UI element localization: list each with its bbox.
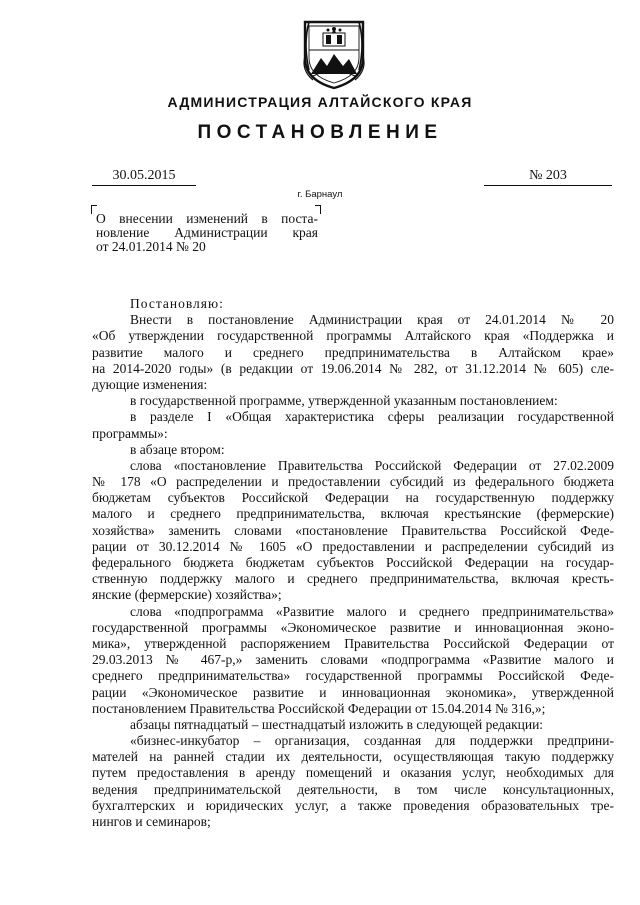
body-line: постановлением Правительства Российской Федерации от 15.04.2014 № 316,»; — [92, 700, 546, 716]
body-line: ственную поддержку малого и среднего предпринимательства, включая кресть- — [92, 571, 614, 587]
body-line: рации от 30.12.2014 № 1605 «О предоставлении и распределении субсидий из — [92, 538, 614, 554]
document-number: № 203 — [484, 168, 612, 186]
document-body — [92, 296, 614, 830]
body-line: мика», утвержденной распоряжением Правительства Российской Федерации от — [92, 635, 614, 651]
subject-line: от 24.01.2014 № 20 — [96, 239, 206, 254]
body-line: бюджетам субъектов Российской Федерации на государственную поддержку — [92, 490, 614, 506]
body-line: нингов и семинаров; — [92, 814, 211, 829]
body-line: хозяйства» заменить словами «постановление Правительства Российской Феде- — [92, 522, 614, 538]
body-line: «бизнес-инкубатор – организация, созданная для поддержки предприни- — [130, 733, 614, 749]
body-line: «Об утверждении государственной программы Алтайского края «Поддержка и — [92, 328, 614, 344]
body-line: в разделе I «Общая характеристика сферы реализации государственной — [130, 409, 614, 425]
document-date: 30.05.2015 — [92, 168, 196, 186]
body-line: дующие изменения: — [92, 376, 208, 392]
altai-krai-coat-of-arms-icon — [299, 14, 369, 90]
body-line: янские (фермерские) хозяйства»; — [92, 587, 282, 603]
document-type-title: ПОСТАНОВЛЕНИЕ — [197, 122, 443, 143]
body-line: развитие малого и среднего предпринимательства в Алтайском крае» — [92, 344, 614, 360]
body-line: государственной программы «Экономическое развитие и инновационная эконо- — [92, 619, 614, 635]
subject-line: О внесении изменений в поста- — [96, 211, 318, 226]
body-line: Постановляю: — [130, 296, 224, 311]
body-line: бухгалтерских и юридических услуг, а также проведения образовательных тре- — [92, 797, 614, 813]
body-line: рации «Экономическое развитие и инновационная экономика», утвержденной — [92, 684, 614, 700]
body-line: федерального бюджета бюджетам субъектов Российской Федерации на государ- — [92, 555, 614, 570]
body-line: 29.03.2013 № 467-р,» заменить словами «подпрограмма «Развитие малого и — [92, 652, 614, 668]
subject-line: новление Администрации края — [96, 225, 318, 240]
body-line: программы»: — [92, 425, 168, 441]
body-line: слова «постановление Правительства Российской Федерации от 27.02.2009 — [130, 457, 614, 473]
body-line: абзацы пятнадцатый – шестнадцатый изложить в следующей редакции: — [130, 716, 544, 732]
body-line: Внести в постановление Администрации края от 24.01.2014 № 20 — [130, 312, 614, 328]
body-line: мателей на ранней стадии их деятельности, осуществляющая такую поддержку — [92, 749, 614, 765]
body-line: малого и среднего предпринимательства, включая крестьянские (фермерские) — [92, 506, 614, 522]
organization-name: АДМИНИСТРАЦИЯ АЛТАЙСКОГО КРАЯ — [167, 94, 473, 110]
body-line: на 2014-2020 годы» (в редакции от 19.06.2014 № 282, от 31.12.2014 № 605) сле- — [92, 360, 614, 376]
document-city: г. Барнаул — [297, 189, 343, 200]
body-line: ведения предпринимательской деятельности, в том числе консультационных, — [92, 781, 614, 797]
body-line: слова «подпрограмма «Развитие малого и среднего предпринимательства» — [130, 603, 614, 619]
body-line: среднего предпринимательства» государственной программы Российской Феде- — [92, 668, 614, 684]
body-line: в абзаце втором: — [130, 441, 225, 457]
body-line: № 178 «О распределении и предоставлении субсидий из федерального бюджета — [92, 474, 614, 490]
document-subject — [96, 212, 318, 254]
body-line: путем предоставления в аренду помещений и оказания услуг, необходимых для — [92, 765, 614, 781]
body-line: в государственной программе, утвержденной указанным постановлением: — [130, 393, 558, 409]
